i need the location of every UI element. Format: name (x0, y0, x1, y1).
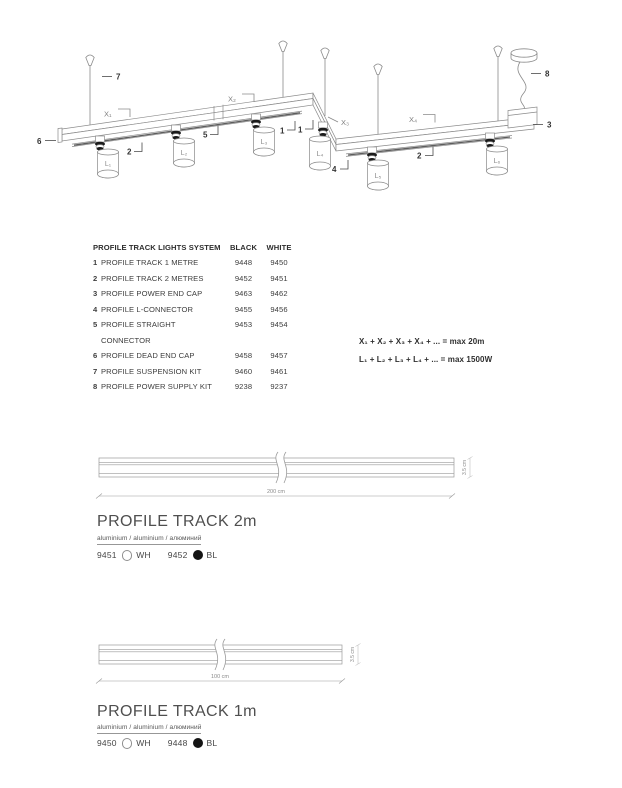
light-fixture (95, 136, 119, 178)
white-swatch-icon (122, 550, 133, 561)
callout-1: 1 (280, 126, 285, 136)
black-code: 9453 (234, 320, 253, 330)
x1-label: X₁ (104, 109, 112, 119)
black-variant-label: BL (206, 738, 218, 749)
white-code: 9237 (270, 382, 288, 392)
l6-label: L₆ (493, 158, 501, 165)
product-name: PROFILE TRACK 1 METRE (101, 258, 199, 268)
height-dimension (356, 644, 361, 666)
callout-6: 6 (37, 137, 42, 146)
callout-1: 1 (298, 125, 303, 135)
x4-label: X₄ (409, 115, 418, 124)
section-title-1m: PROFILE TRACK 1m (97, 703, 257, 720)
white-code: 9450 (270, 258, 288, 268)
x2-label: X₂ (228, 94, 236, 104)
height-dim-label: 3.5 cm (462, 459, 468, 476)
white-swatch-icon (122, 738, 133, 749)
white-code: 9456 (270, 304, 288, 314)
callout-7: 7 (116, 72, 121, 82)
table-title: PROFILE TRACK LIGHTS SYSTEM (93, 243, 221, 252)
row-number: 8 (93, 382, 98, 392)
light-fixture (251, 114, 275, 156)
l5-label: L₅ (374, 173, 382, 180)
max-power-formula: L₁ + L₂ + L₃ + L₄ + ... = max 1500W (359, 354, 493, 364)
callout-3: 3 (547, 120, 552, 130)
x3-label: X₃ (341, 118, 350, 127)
column-header-black: BLACK (229, 243, 258, 252)
light-fixture (367, 147, 389, 190)
product-name: PROFILE STRAIGHT CONNECTOR (101, 320, 176, 345)
black-code: 9238 (234, 382, 253, 392)
white-code: 9462 (270, 289, 288, 299)
product-table (93, 240, 296, 395)
white-variant-code: 9451 (97, 550, 117, 561)
product-name: PROFILE DEAD END CAP (101, 351, 195, 361)
white-variant-label: WH (136, 738, 151, 749)
length-dim-label: 100 cm (210, 674, 230, 680)
track-1m-drawing (0, 632, 622, 700)
track-system-diagram (0, 0, 622, 232)
l1-label: L₁ (104, 161, 112, 168)
white-code: 9461 (270, 366, 288, 376)
l2-label: L₂ (180, 150, 188, 157)
length-dim-label: 200 cm (266, 489, 286, 495)
light-fixture (485, 133, 508, 175)
black-code: 9448 (234, 258, 253, 268)
row-number: 4 (93, 304, 98, 314)
product-name: PROFILE TRACK 2 METRES (101, 273, 204, 283)
dead-end-cap (58, 128, 62, 143)
product-name: PROFILE POWER SUPPLY KIT (101, 382, 212, 392)
row-number: 1 (93, 258, 98, 268)
white-code: 9451 (270, 273, 288, 283)
height-dim-label: 3.5 cm (350, 646, 356, 663)
black-code: 9460 (234, 366, 253, 376)
max-length-formula: X₁ + X₂ + X₃ + X₄ + ... = max 20m (359, 337, 485, 346)
section-title-2m: PROFILE TRACK 2m (97, 513, 257, 530)
row-number: 7 (93, 366, 98, 376)
callout-4: 4 (332, 165, 337, 174)
white-code: 9454 (270, 320, 288, 330)
callout-2: 2 (127, 147, 132, 157)
black-code: 9452 (234, 273, 253, 283)
height-dimension (468, 457, 473, 479)
power-end-cap (508, 107, 537, 128)
callout-5: 5 (203, 130, 208, 140)
light-fixture (171, 125, 195, 167)
color-codes-1m (97, 738, 217, 749)
callout-2: 2 (417, 151, 422, 161)
row-number: 6 (93, 351, 98, 361)
product-name: PROFILE POWER END CAP (101, 289, 203, 299)
row-number: 2 (93, 273, 98, 283)
white-variant-label: WH (136, 550, 151, 561)
white-code: 9457 (270, 351, 288, 361)
materials-line: aluminium / aluminium / алюминий (97, 535, 201, 545)
callout-8: 8 (545, 69, 550, 79)
power-supply-kit-icon (511, 49, 537, 111)
track-2m-drawing (0, 445, 622, 513)
product-name: PROFILE SUSPENSION KIT (101, 366, 202, 376)
system-limits (359, 333, 492, 368)
black-variant-code: 9448 (167, 738, 188, 749)
black-variant-code: 9452 (167, 550, 188, 561)
black-swatch-icon (193, 550, 203, 560)
black-code: 9455 (234, 304, 253, 314)
row-number: 3 (93, 289, 98, 299)
column-header-white: WHITE (266, 243, 292, 252)
color-codes-2m (97, 550, 217, 561)
black-code: 9458 (234, 351, 253, 361)
materials-line: aluminium / aluminium / алюминий (97, 724, 201, 734)
black-code: 9463 (234, 289, 253, 299)
l3-label: L₃ (260, 139, 268, 146)
product-name: PROFILE L-CONNECTOR (101, 304, 194, 314)
black-variant-label: BL (206, 550, 218, 561)
white-variant-code: 9450 (97, 738, 117, 749)
row-number: 5 (93, 320, 98, 330)
black-swatch-icon (193, 738, 203, 748)
l4-label: L₄ (316, 151, 324, 158)
